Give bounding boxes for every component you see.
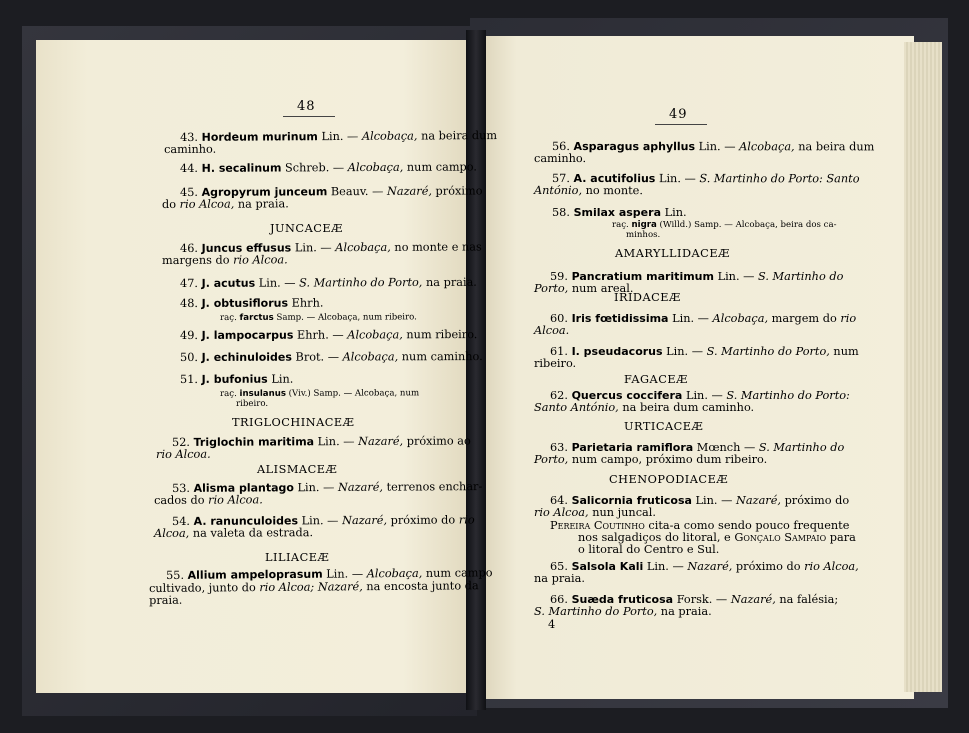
- entry-text: Lin. —: [666, 345, 707, 358]
- raca-entry: [220, 311, 417, 325]
- family-name: ALISMACEÆ: [257, 463, 338, 476]
- entry-number: 49.: [180, 328, 199, 342]
- entry-text: próximo ao: [403, 434, 471, 448]
- locality: Nazaré,: [386, 184, 432, 198]
- continuation-line: [534, 152, 586, 165]
- locality: rio Alcoa.: [208, 493, 263, 507]
- continuation-line: [534, 453, 767, 466]
- entry-number: 63.: [550, 441, 568, 454]
- page-edges: [904, 42, 942, 692]
- raca-name: nigra: [631, 220, 657, 230]
- species-name: Agropyrum junceum: [201, 185, 328, 199]
- locality: Alcobaça,: [361, 129, 418, 143]
- family-name: TRIGLOCHINACEÆ: [232, 416, 355, 429]
- continuation-line: [162, 197, 289, 211]
- family-heading: [265, 551, 329, 564]
- locality: Nazaré,: [687, 560, 733, 573]
- continuation-line: [534, 401, 754, 414]
- continuation-line: [156, 448, 211, 461]
- continuation-line: [534, 506, 656, 519]
- continuation-line: [534, 184, 643, 197]
- entry-number: 46.: [180, 241, 199, 255]
- species-name: A. acutifolius: [573, 172, 656, 186]
- entry-text: próximo do: [387, 513, 459, 527]
- entry-text: Lin. —: [685, 389, 727, 402]
- locality: Nazaré,: [337, 480, 384, 494]
- species-entry: [550, 312, 856, 325]
- locality: António,: [533, 184, 583, 198]
- entry-text: Mœnch —: [696, 441, 759, 454]
- raca-text: (Viv.) Samp. — Alcobaça, num: [288, 388, 420, 399]
- entry-text: num campo, próximo dum ribeiro.: [568, 453, 768, 466]
- locality: Nazaré,: [342, 513, 388, 528]
- species-entry: [552, 140, 874, 153]
- family-heading: [624, 420, 703, 433]
- entry-text: do: [162, 197, 180, 211]
- species-name: J. obtusiflorus: [201, 296, 289, 310]
- entry-text: 4: [548, 618, 556, 631]
- continuation-line: [534, 605, 712, 618]
- entry-text: margem do: [768, 312, 841, 325]
- entry-number: 65.: [550, 560, 568, 573]
- author-name: Pereira Coutinho: [550, 519, 645, 532]
- entry-text: Lin. —: [321, 129, 362, 144]
- raca-text: raç.: [220, 312, 237, 323]
- locality: Porto,: [534, 282, 569, 295]
- locality: Nazaré,: [358, 434, 404, 449]
- raca-entry: [626, 229, 660, 242]
- entry-text: próximo do: [732, 560, 805, 573]
- species-entry: [180, 373, 293, 386]
- species-name: Salsola Kali: [571, 560, 644, 573]
- locality: rio Alcoa,: [804, 560, 859, 573]
- continuation-line: [149, 579, 479, 595]
- family-heading: [615, 247, 730, 260]
- entry-text: no monte.: [582, 184, 643, 198]
- locality: S. Martinho do Porto,: [706, 345, 830, 358]
- entry-number: 59.: [550, 270, 568, 283]
- page-number-text: 48: [297, 99, 316, 114]
- entry-text: na beira dum: [794, 140, 875, 154]
- locality: Nazaré,: [730, 593, 776, 606]
- entry-text: Lin. —: [294, 241, 336, 255]
- species-entry: [550, 345, 859, 358]
- continuation-line: [162, 253, 288, 267]
- locality: Alcobaça,: [335, 240, 391, 255]
- family-heading: [257, 463, 337, 476]
- page-number-rule: [655, 124, 707, 125]
- entry-text: Lin. —: [317, 435, 359, 449]
- locality: Alcobaça,: [347, 160, 404, 175]
- entry-number: 53.: [172, 481, 191, 495]
- entry-number: 52.: [172, 435, 191, 449]
- entry-text: caminho.: [164, 142, 217, 156]
- entry-text: Lin. —: [301, 514, 343, 528]
- locality: Porto,: [534, 453, 569, 466]
- raca-text: Samp. — Alcobaça, num ribeiro.: [276, 312, 417, 323]
- entry-text: cultivado, junto do: [149, 581, 260, 595]
- author-name: Gonçalo Sampaio: [734, 531, 827, 544]
- locality: S. Martinho do: [758, 270, 844, 283]
- entry-number: 54.: [172, 514, 191, 528]
- continuation-line: [154, 526, 313, 540]
- entry-number: 50.: [180, 350, 199, 364]
- entry-text: na falésia;: [775, 593, 839, 606]
- entry-number: 60.: [550, 312, 568, 325]
- species-entry: [552, 206, 687, 219]
- raca-text: raç.: [612, 220, 629, 230]
- species-name: Iris fœtidissima: [571, 312, 669, 325]
- entry-text: na praia.: [657, 605, 712, 618]
- entry-text: Lin. —: [326, 567, 367, 581]
- locality: rio Alcoa,: [179, 197, 235, 211]
- family-name: URTICACEÆ: [624, 420, 704, 433]
- locality: Alcobaça,: [366, 566, 423, 581]
- entry-text: na praia.: [534, 572, 585, 585]
- entry-text: na valeta da estrada.: [189, 526, 314, 540]
- species-name: H. secalinum: [201, 161, 282, 175]
- entry-number: 64.: [550, 494, 568, 507]
- family-name: CHENOPODIACEÆ: [609, 473, 729, 486]
- page-number: [297, 99, 316, 114]
- family-name: FAGACEÆ: [624, 373, 688, 386]
- entry-text: Lin. —: [717, 270, 759, 283]
- entry-text: Ehrh. —: [296, 328, 348, 342]
- species-entry: [180, 129, 497, 144]
- raca-text: (Willd.) Samp. — Alcobaça, beira dos ca-: [659, 220, 837, 230]
- continuation-line: [164, 143, 216, 156]
- raca-name: farctus: [239, 312, 274, 323]
- species-name: Asparagus aphyllus: [573, 140, 696, 154]
- entry-number: 48.: [180, 296, 199, 310]
- species-name: Salicornia fruticosa: [571, 494, 692, 507]
- entry-text: Lin. —: [258, 276, 300, 290]
- species-entry: [180, 276, 477, 290]
- locality: rio: [840, 312, 857, 325]
- entry-text: Lin.: [271, 372, 294, 386]
- entry-text: nun juncal.: [588, 506, 656, 519]
- species-entry: [180, 160, 477, 175]
- entry-text: praia.: [149, 593, 183, 607]
- entry-text: num campo: [422, 566, 493, 580]
- entry-number: 47.: [180, 276, 199, 290]
- locality: rio Alcoa.: [233, 253, 288, 267]
- species-name: Quercus coccifera: [571, 389, 683, 402]
- entry-text: na beira dum: [417, 129, 498, 143]
- locality: Alcobaça,: [739, 140, 795, 154]
- page-number-rule: [283, 116, 335, 117]
- entry-text: próximo: [431, 184, 483, 198]
- entry-text: Ehrh.: [291, 296, 324, 310]
- entry-number: 58.: [552, 206, 570, 219]
- entry-text: Forsk. —: [676, 593, 731, 606]
- raca-text: ribeiro.: [236, 398, 269, 409]
- entry-text: próximo do: [780, 494, 850, 507]
- locality: S. Martinho do Porto,: [534, 605, 658, 618]
- continuation-line: [534, 324, 569, 337]
- family-heading: [270, 222, 343, 235]
- raca-text: minhos.: [626, 230, 661, 240]
- raca-entry: [236, 398, 268, 411]
- entry-text: Lin. —: [646, 560, 688, 573]
- species-name: Juncus effusus: [201, 241, 292, 255]
- locality: Alcoa.: [534, 324, 570, 337]
- entry-number: 62.: [550, 389, 568, 402]
- continuation-line: [149, 594, 182, 607]
- locality: rio Alcoa.: [156, 447, 211, 461]
- entry-text: Lin. —: [658, 172, 700, 186]
- entry-text: Schreb. —: [284, 161, 348, 175]
- species-name: J. lampocarpus: [201, 328, 294, 342]
- family-name: JUNCACEÆ: [270, 222, 343, 235]
- entry-text: cados do: [154, 493, 209, 507]
- species-name: A. ranunculoides: [193, 514, 299, 528]
- locality: S. Martinho do: [758, 441, 845, 454]
- page-number: [669, 107, 688, 122]
- entry-text: ribeiro.: [534, 357, 577, 370]
- species-name: Allium ampeloprasum: [187, 567, 323, 582]
- note-text: cita-a como sendo pouco frequente: [644, 519, 850, 532]
- continuation-line: [534, 572, 585, 585]
- locality: rio: [458, 513, 475, 527]
- entry-text: Lin. —: [695, 494, 736, 507]
- locality: Santo António,: [534, 401, 619, 414]
- entry-number: 61.: [550, 345, 568, 358]
- locality: Alcobaça,: [342, 350, 399, 364]
- entry-text: na praia.: [234, 197, 289, 211]
- entry-text: Beauv. —: [330, 184, 388, 199]
- species-name: J. echinuloides: [201, 350, 292, 364]
- entry-text: Brot. —: [295, 350, 343, 364]
- species-name: J. bufonius: [201, 372, 268, 386]
- entry-text: nos salgadiços do litoral, e: [578, 531, 735, 544]
- entry-number: 44.: [180, 161, 199, 175]
- continuation-line: [578, 543, 719, 556]
- entry-text: Lin. —: [297, 480, 339, 495]
- raca-name: insulanus: [239, 388, 286, 399]
- entry-text: terrenos enchar-: [382, 480, 483, 494]
- entry-text: margens do: [162, 253, 234, 267]
- entry-number: 55.: [166, 568, 185, 582]
- entry-text: o litoral do Centro e Sul.: [578, 543, 720, 556]
- entry-text: num campo.: [403, 160, 477, 174]
- family-heading: [232, 416, 355, 429]
- family-name: IRIDACEÆ: [614, 291, 681, 304]
- locality: S. Martinho do Porto:: [726, 389, 850, 402]
- family-heading: [614, 291, 681, 304]
- locality: Alcoa,: [154, 526, 190, 540]
- entry-text: Lin. —: [672, 312, 713, 325]
- entry-text: Lin.: [664, 206, 687, 219]
- species-name: J. acutus: [201, 276, 256, 290]
- entry-number: 45.: [180, 185, 199, 199]
- locality: Alcobaça,: [347, 328, 403, 342]
- species-name: Pancratium maritimum: [571, 270, 714, 283]
- entry-number: 43.: [180, 130, 199, 144]
- entry-text: no monte e nas: [390, 240, 482, 254]
- continuation-line: [154, 493, 263, 507]
- entry-text: num ribeiro.: [402, 328, 478, 342]
- continuation-line: [548, 618, 555, 631]
- entry-text: caminho.: [533, 152, 587, 166]
- species-name: Alisma plantago: [193, 481, 294, 495]
- species-name: Suæda fruticosa: [571, 593, 674, 606]
- species-entry: [180, 350, 483, 364]
- species-name: Parietaria ramiflora: [571, 441, 694, 454]
- entry-text: para: [826, 531, 856, 544]
- entry-text: num: [829, 345, 859, 358]
- entry-text: num areal.: [568, 282, 634, 295]
- raca-text: raç.: [220, 388, 237, 399]
- continuation-line: [534, 357, 576, 370]
- entry-text: num caminho.: [398, 350, 483, 364]
- family-heading: [609, 473, 728, 486]
- entry-text: Lin. —: [698, 140, 740, 154]
- species-name: I. pseudacorus: [571, 345, 663, 358]
- family-name: LILIACEÆ: [265, 551, 330, 564]
- species-name: Hordeum murinum: [201, 130, 318, 144]
- page-number-text: 49: [669, 107, 688, 122]
- entry-number: 56.: [551, 140, 570, 154]
- locality: S. Martinho do Porto,: [299, 275, 423, 290]
- species-entry: [180, 297, 323, 310]
- locality: S. Martinho do Porto: Santo: [699, 172, 860, 186]
- entry-number: 51.: [180, 372, 199, 386]
- locality: rio Alcoa,: [534, 506, 589, 519]
- species-entry: [180, 328, 477, 342]
- entry-number: 66.: [550, 593, 568, 606]
- locality: rio Alcoa; Nazaré,: [259, 580, 363, 595]
- family-heading: [624, 373, 688, 386]
- species-entry: [172, 434, 471, 449]
- entry-text: na beira dum caminho.: [618, 401, 755, 414]
- species-name: Smilax aspera: [573, 206, 661, 219]
- entry-text: na encosta junto da: [362, 579, 479, 594]
- family-name: AMARYLLIDACEÆ: [615, 247, 730, 260]
- entry-text: na praia.: [422, 275, 477, 289]
- entry-number: 57.: [551, 172, 570, 186]
- locality: Nazaré,: [736, 494, 781, 507]
- species-entry: [550, 560, 859, 573]
- species-name: Triglochin maritima: [193, 435, 315, 449]
- locality: Alcobaça,: [712, 312, 769, 325]
